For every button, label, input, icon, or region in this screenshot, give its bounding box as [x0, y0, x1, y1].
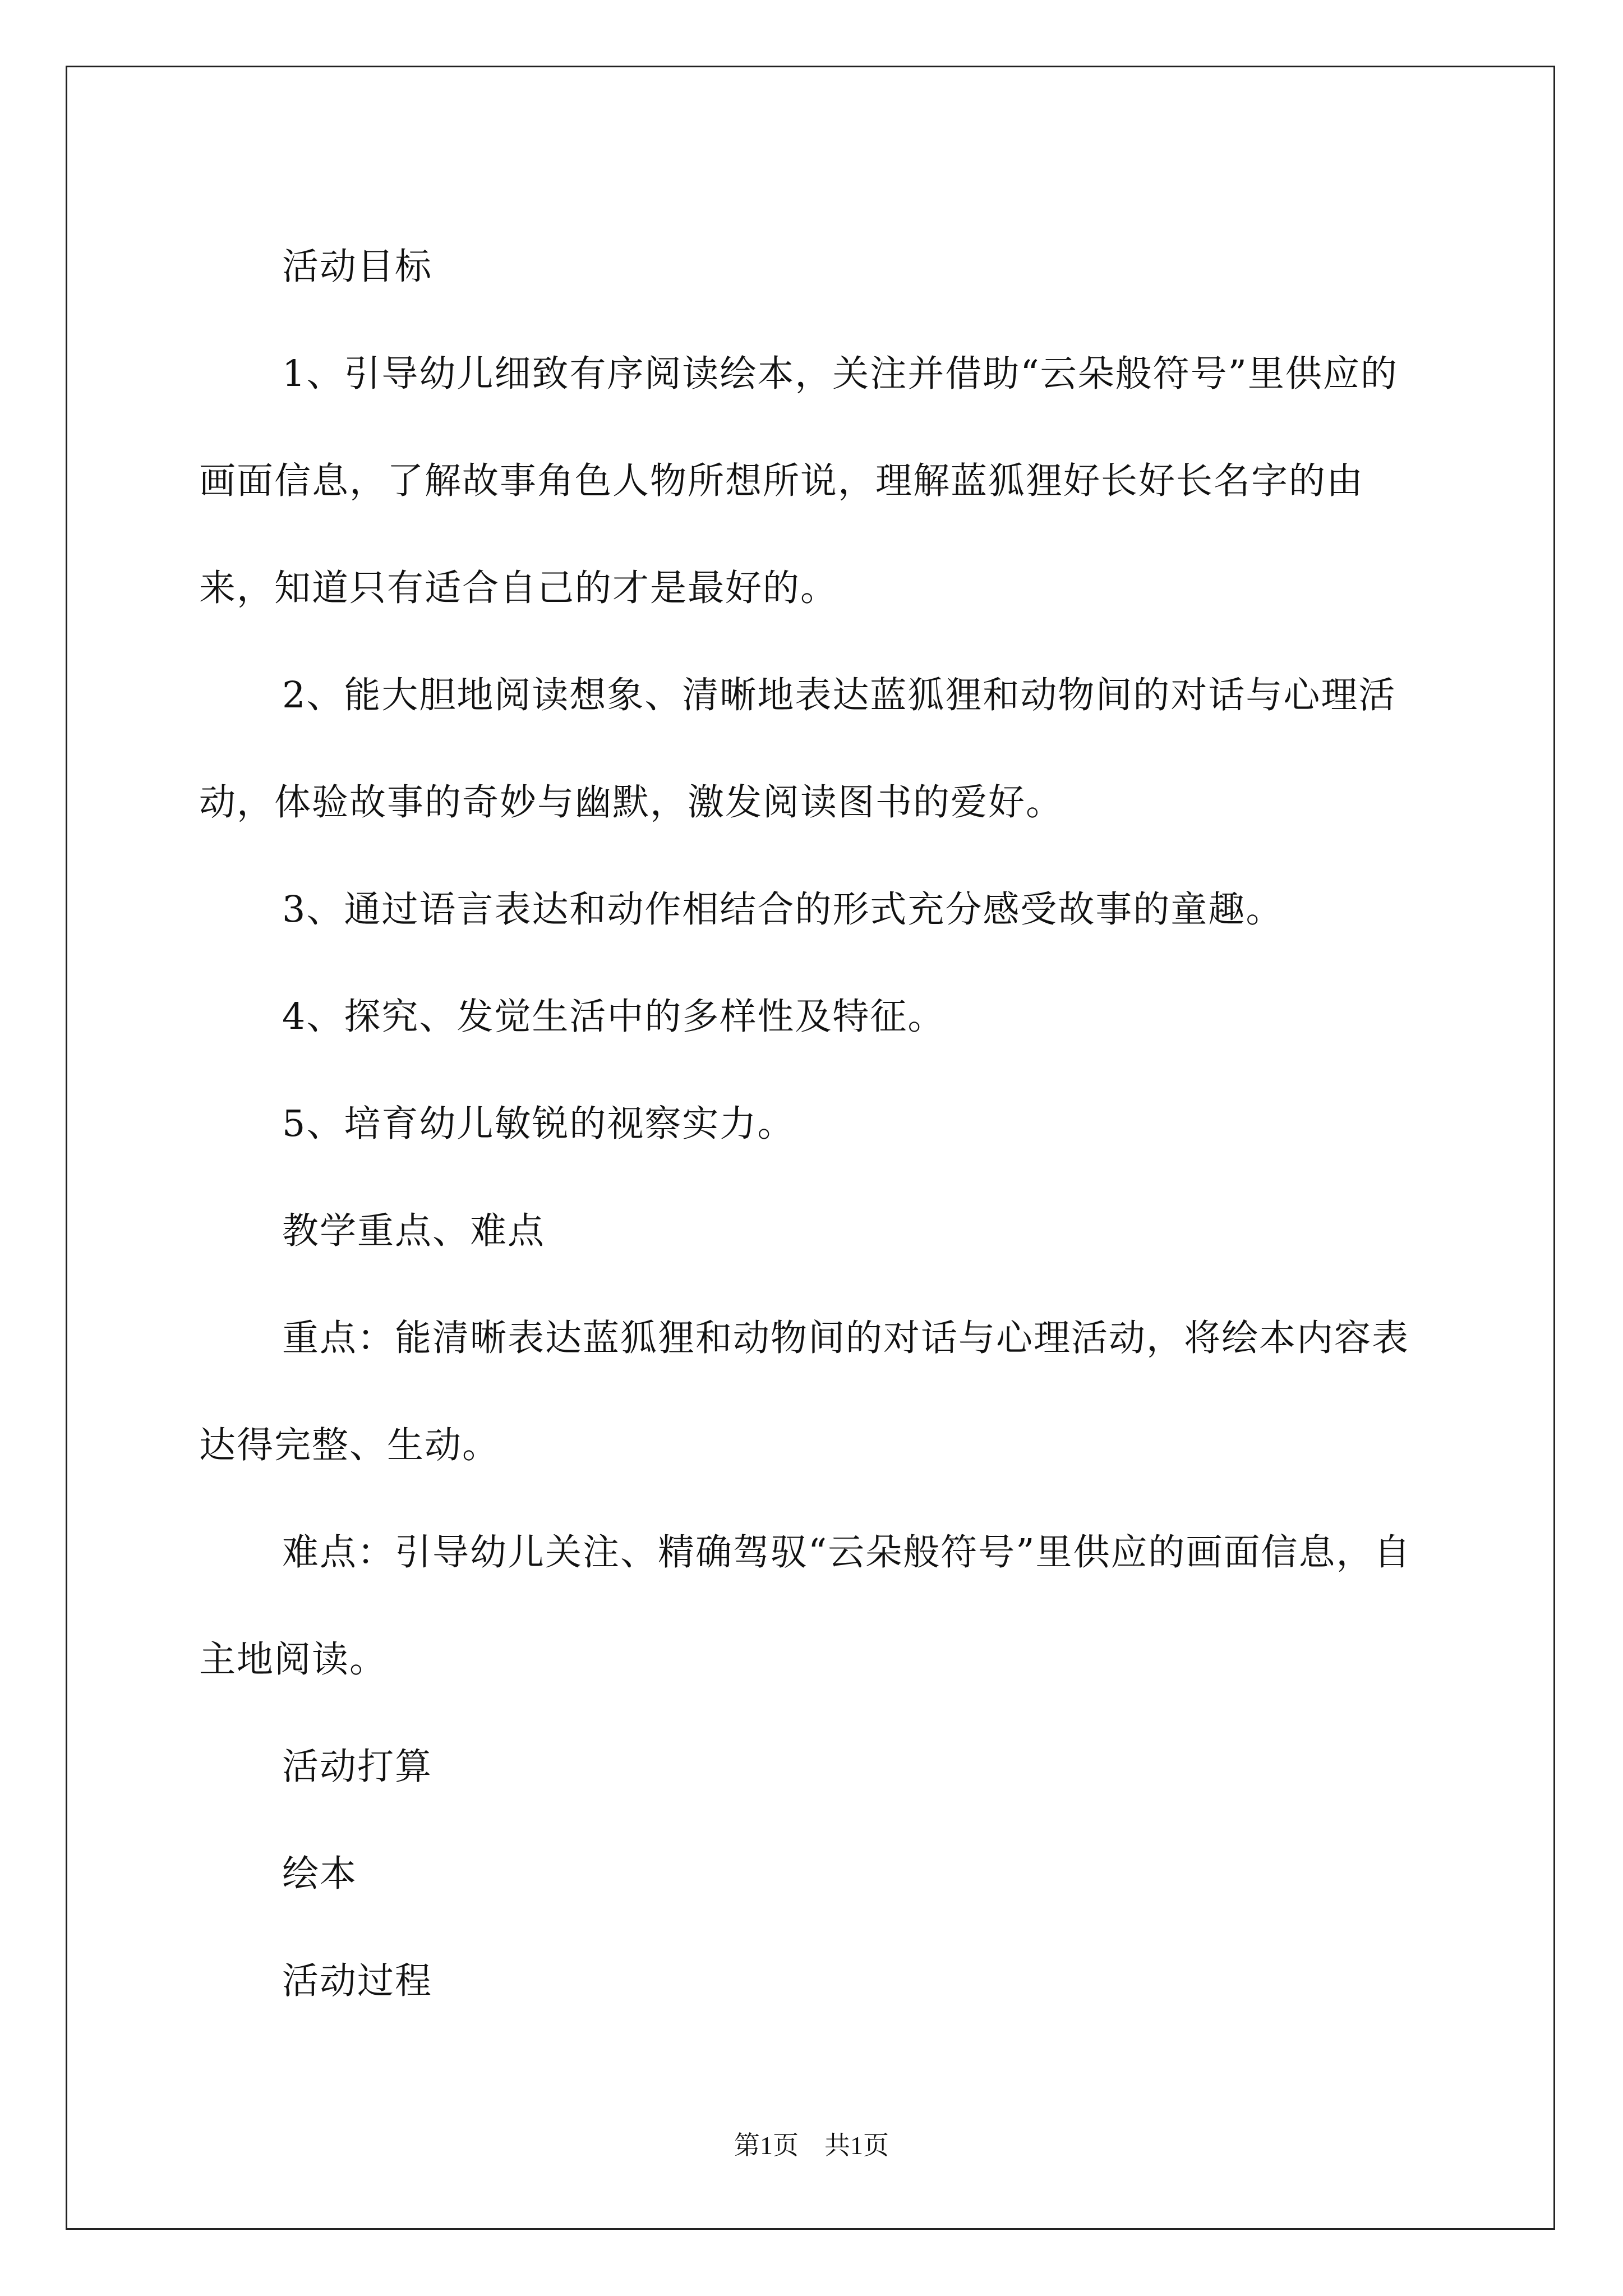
goal-item-1: 1、引导幼儿细致有序阅读绘本，关注并借助“云朵般符号”里供应的画面信息，了解故事角色人物所想所说，理解蓝狐狸好长好长名字的由来，知道只有适合自己的才是最好的。 — [199, 353, 1398, 609]
difficulty-paragraph: 难点：引导幼儿关注、精确驾驭“云朵般符号”里供应的画面信息，自主地阅读。 — [199, 1531, 1412, 1681]
section-heading-preparation: 活动打算 — [282, 1746, 433, 1788]
page-number-footer: 第1页 共1页 — [734, 2131, 889, 2160]
section-heading-process: 活动过程 — [282, 1960, 433, 2002]
goal-item-4: 4、探究、发觉生活中的多样性及特征。 — [282, 996, 946, 1038]
section-heading-goals: 活动目标 — [282, 246, 433, 288]
goal-item-3: 3、通过语言表达和动作相结合的形式充分感受故事的童趣。 — [282, 889, 1284, 931]
key-point-paragraph: 重点：能清晰表达蓝狐狸和动物间的对话与心理活动，将绘本内容表达得完整、生动。 — [199, 1317, 1410, 1466]
section-heading-key-points: 教学重点、难点 — [282, 1210, 546, 1252]
preparation-item: 绘本 — [282, 1853, 358, 1895]
document-body — [199, 213, 1433, 2035]
goal-item-2: 2、能大胆地阅读想象、清晰地表达蓝狐狸和动物间的对话与心理活动，体验故事的奇妙与幽默，激发阅读图书的爱好。 — [199, 674, 1396, 823]
goal-item-5: 5、培育幼儿敏锐的视察实力。 — [282, 1103, 795, 1145]
